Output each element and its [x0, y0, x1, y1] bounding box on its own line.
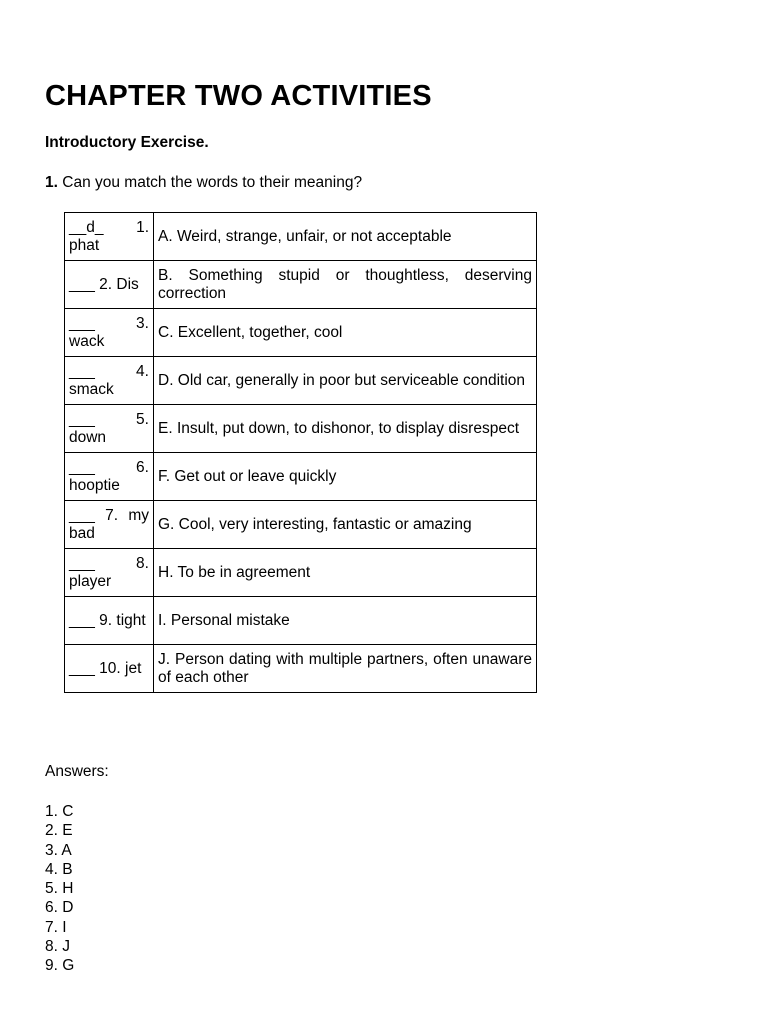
table-row — [65, 357, 537, 405]
table-row — [65, 549, 537, 597]
definition-cell: B. Something stupid or thoughtless, deserving correction — [154, 261, 537, 309]
list-item: 9. G — [45, 957, 75, 975]
page-title: CHAPTER TWO ACTIVITIES — [45, 80, 432, 112]
section-subtitle: Introductory Exercise. — [45, 134, 209, 151]
list-item: 1. C — [45, 803, 74, 820]
term-cell: ___ 2. Dis — [65, 261, 154, 309]
table-row — [65, 645, 537, 693]
table-row — [65, 213, 537, 261]
definition-cell: H. To be in agreement — [154, 549, 537, 597]
list-item: 8. J — [45, 938, 70, 956]
term-cell: __d_ 1. phat — [65, 213, 154, 261]
definition-cell: A. Weird, strange, unfair, or not acceptable — [154, 213, 537, 261]
definition-cell: I. Personal mistake — [154, 597, 537, 645]
list-item: 7. I — [45, 918, 67, 936]
table-row — [65, 597, 537, 645]
answers-list — [45, 802, 74, 976]
definition-cell: C. Excellent, together, cool — [154, 309, 537, 357]
list-item: 3. A — [45, 841, 72, 859]
term-cell: ___ 9. tight — [65, 597, 154, 645]
term-cell: ___ 6. hooptie — [65, 453, 154, 501]
table-row — [65, 405, 537, 453]
table-row — [65, 261, 537, 309]
table-row — [65, 501, 537, 549]
term-cell: ___ 4. smack — [65, 357, 154, 405]
table-row — [65, 309, 537, 357]
table-row — [65, 453, 537, 501]
definition-cell: G. Cool, very interesting, fantastic or amazing — [154, 501, 537, 549]
list-item: 4. B — [45, 860, 73, 878]
definition-cell: F. Get out or leave quickly — [154, 453, 537, 501]
definition-cell: J. Person dating with multiple partners, often unaware of each other — [154, 645, 537, 693]
definition-cell: E. Insult, put down, to dishonor, to display disrespect — [154, 405, 537, 453]
question-prompt — [45, 174, 362, 192]
list-item: 5. H — [45, 880, 74, 898]
list-item: 6. D — [45, 899, 74, 917]
term-cell: ___ 3. wack — [65, 309, 154, 357]
list-item: 2. E — [45, 822, 73, 840]
definition-cell: D. Old car, generally in poor but serviceable condition — [154, 357, 537, 405]
term-cell: ___ 10. jet — [65, 645, 154, 693]
question-text: Can you match the words to their meaning? — [62, 174, 363, 191]
matching-table — [64, 212, 537, 693]
answers-label: Answers: — [45, 763, 109, 780]
question-number: 1. — [45, 174, 58, 191]
term-cell: ___ 5. down — [65, 405, 154, 453]
term-cell: ___ 7. my bad — [65, 501, 154, 549]
term-cell: ___ 8. player — [65, 549, 154, 597]
